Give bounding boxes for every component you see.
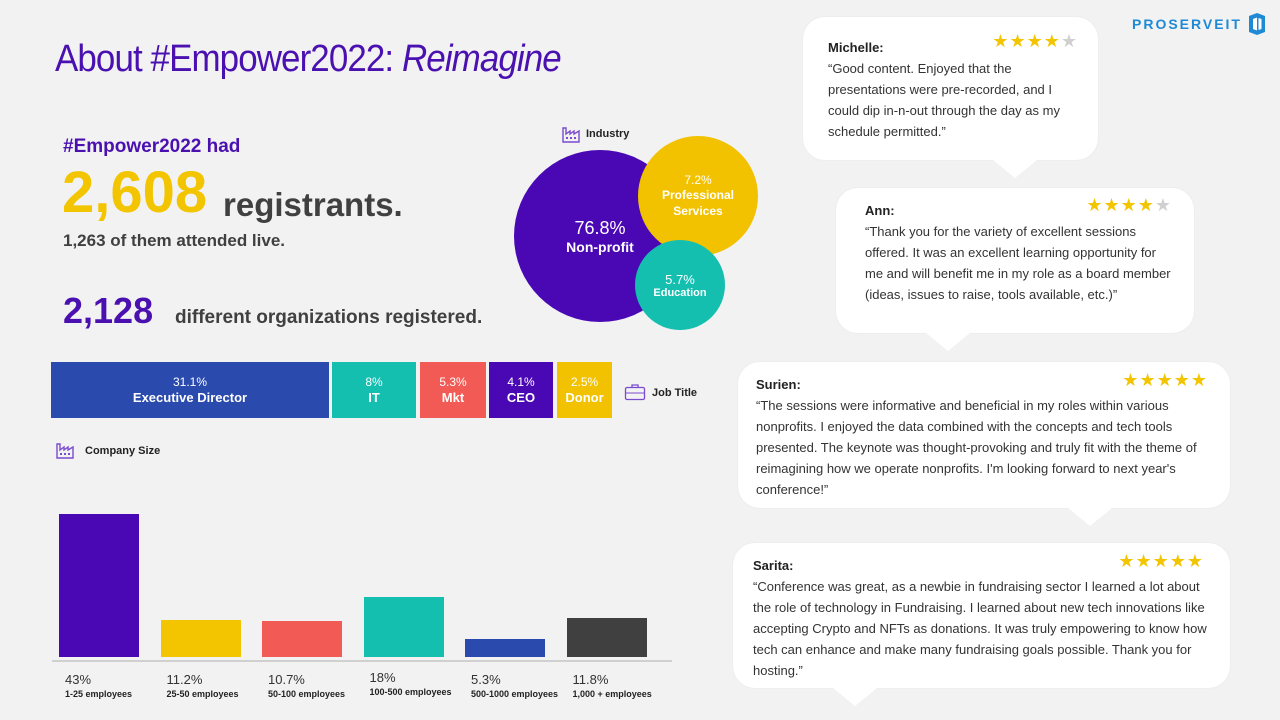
job-name: Mkt: [441, 390, 465, 405]
testimonial-name: Michelle:: [828, 40, 884, 55]
testimonial-name: Sarita:: [753, 558, 794, 573]
job-pct: 4.1%: [507, 375, 535, 389]
bubble-tail: [833, 688, 877, 706]
testimonial-surien: [738, 362, 1230, 508]
bubble-tail: [993, 160, 1037, 178]
industry-education-name: Education: [653, 286, 707, 299]
brand-logo: [1132, 12, 1268, 36]
job-name: Executive Director: [132, 390, 248, 405]
rating-stars-icon: ★★★★★: [1122, 370, 1208, 390]
job-name: CEO: [506, 390, 536, 405]
organizations-number: 2,128: [63, 290, 154, 331]
bar-2: [262, 621, 342, 657]
bar-0: [59, 514, 139, 657]
bar-3: [364, 597, 444, 657]
job-pct: 31.1%: [172, 375, 208, 389]
bar-1: [161, 620, 241, 657]
title-italic: Reimagine: [401, 38, 561, 80]
industry-professional-pct: 7.2%: [684, 173, 712, 187]
job-name: Donor: [565, 390, 604, 405]
rating-stars-icon: ★★★★★: [1086, 195, 1172, 215]
testimonial-sarita: [733, 543, 1230, 688]
industry-nonprofit-pct: 76.8%: [574, 217, 626, 238]
bar-5: [567, 618, 647, 657]
bar-value-label: 5.3%: [471, 672, 501, 687]
chart-baseline: [52, 660, 672, 662]
testimonial-quote: “Thank you for the variety of excellent sessions offered. It was an excellent learning opportunity for me and will benefit me in my role as a board member (ideas, issues to raise, tools available, etc.)”: [865, 224, 1171, 302]
bar-value-label: 18%: [369, 670, 396, 685]
testimonial-quote: “Good content. Enjoyed that the presentations were pre-recorded, and I could dip in-n-out through the day as my schedule permitted.”: [828, 61, 1060, 139]
bar-value-label: 11.8%: [572, 672, 609, 687]
bubble-tail: [926, 333, 970, 351]
industry-nonprofit-name: Non-profit: [566, 238, 634, 255]
bar-category-label: 500-1000 employees: [471, 689, 559, 699]
attended-label: 1,263 of them attended live.: [63, 231, 286, 250]
had-label: #Empower2022 had: [63, 136, 241, 157]
bar-value-label: 11.2%: [166, 672, 203, 687]
registrants-number: 2,608: [62, 160, 208, 225]
bar-category-label: 50-100 employees: [268, 689, 346, 699]
bar-value-label: 10.7%: [268, 672, 305, 687]
bar-category-label: 25-50 employees: [166, 689, 239, 699]
job-pct: 5.3%: [439, 375, 467, 389]
industry-label: Industry: [586, 128, 630, 140]
bubble-tail: [1068, 508, 1112, 526]
testimonial-quote: “Conference was great, as a newbie in fundraising sector I learned a lot about the role of technology in Fundraising. I learned about new tech innovations like accepting Crypto and NFTs as donations. It was truly empowering to know how tech can enhance and make many fundraising goals possible. Thank you for hosting.”: [753, 579, 1207, 678]
industry-education-pct: 5.7%: [665, 271, 695, 287]
job-pct: 2.5%: [570, 375, 599, 389]
logo-mark-icon: [1246, 12, 1268, 36]
bar-category-label: 100-500 employees: [369, 687, 452, 697]
logo-text: PROSERVEIT: [1132, 16, 1242, 32]
testimonial-ann: [836, 188, 1194, 333]
testimonial-quote: “The sessions were informative and beneficial in my roles within various nonprofits. I enjoyed the data combined with the concepts and tech tools presented. The keynote was thought-provoking and truly fit with the theme of reimagining how we operate nonprofits. I'm looking forward to next year's conference!”: [756, 398, 1197, 497]
testimonial-name: Surien:: [756, 377, 801, 392]
job-name: IT: [368, 390, 380, 405]
industry-professional-name: Professional Services: [661, 188, 735, 218]
job-title-label: Job Title: [652, 387, 698, 399]
registrants-label: registrants.: [223, 186, 403, 223]
testimonial-name: Ann:: [865, 203, 895, 218]
rating-stars-icon: ★★★★★: [1118, 551, 1204, 571]
bar-4: [465, 639, 545, 657]
title-main: About #Empower2022:: [55, 38, 394, 80]
rating-stars-icon: ★★★★★: [992, 31, 1078, 51]
bar-category-label: 1-25 employees: [65, 689, 133, 699]
organizations-label: different organizations registered.: [175, 307, 483, 328]
job-pct: 8%: [365, 375, 383, 389]
company-size-label: Company Size: [85, 445, 161, 457]
bar-value-label: 43%: [65, 672, 92, 687]
testimonial-michelle: [803, 17, 1098, 160]
bar-category-label: 1,000 + employees: [572, 689, 652, 699]
